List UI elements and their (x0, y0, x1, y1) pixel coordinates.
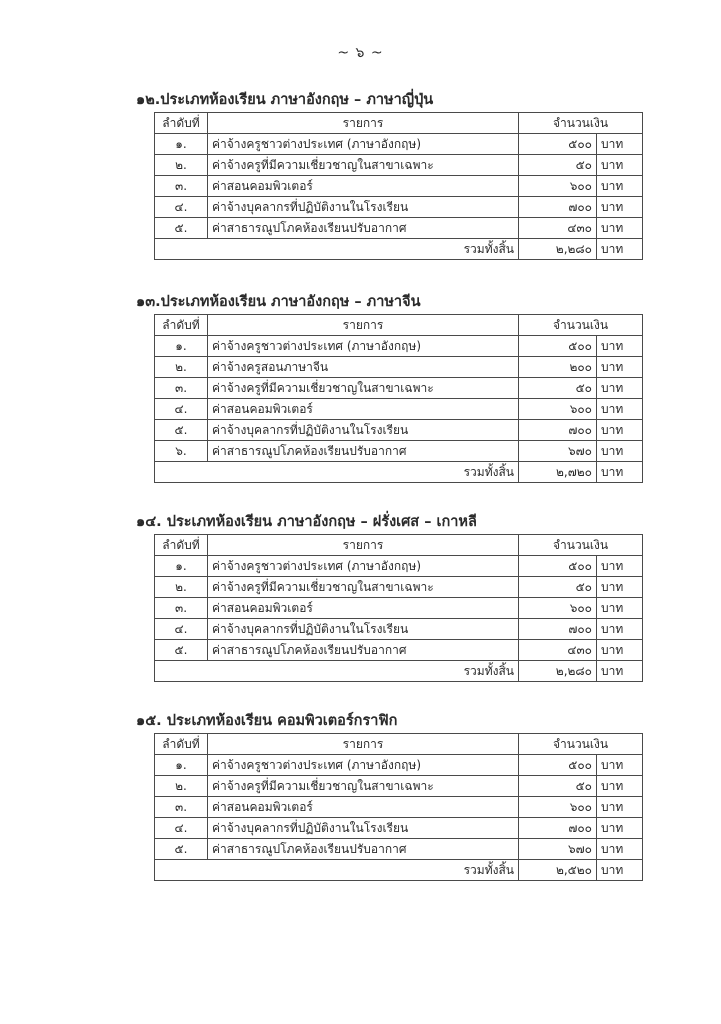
table-row (155, 218, 643, 239)
table-row (155, 357, 643, 378)
row-item: ค่าสาธารณูปโภคห้องเรียนปรับอากาศ (208, 640, 519, 661)
section-title: ๑๔. ประเภทห้องเรียน ภาษาอังกฤษ – ฝรั่งเศส – เกาหลี (136, 514, 477, 530)
row-unit: บาท (597, 598, 643, 619)
row-amount: ๔๓๐ (519, 218, 597, 239)
row-unit: บาท (597, 134, 643, 155)
row-number: ๑. (155, 134, 208, 155)
table-row (155, 399, 643, 420)
row-unit: บาท (597, 155, 643, 176)
row-item: ค่าสาธารณูปโภคห้องเรียนปรับอากาศ (208, 441, 519, 462)
table-row (155, 598, 643, 619)
total-label: รวมทั้งสิ้น (155, 462, 519, 483)
row-unit: บาท (597, 218, 643, 239)
row-number: ๒. (155, 776, 208, 797)
table-header-row (155, 113, 643, 134)
table-row (155, 755, 643, 776)
total-unit: บาท (597, 860, 643, 881)
row-amount: ๕๐ (519, 378, 597, 399)
header-no: ลำดับที่ (155, 535, 208, 556)
row-number: ๕. (155, 839, 208, 860)
total-unit: บาท (597, 239, 643, 260)
row-item: ค่าจ้างครูที่มีความเชี่ยวชาญในสาขาเฉพาะ (208, 378, 519, 399)
section-title: ๑๒.ประเภทห้องเรียน ภาษาอังกฤษ – ภาษาญี่ปุ่น (136, 92, 434, 108)
row-amount: ๖๐๐ (519, 176, 597, 197)
header-amount: จำนวนเงิน (519, 113, 643, 134)
header-item: รายการ (208, 315, 519, 336)
total-row (155, 860, 643, 881)
table-row (155, 420, 643, 441)
row-unit: บาท (597, 420, 643, 441)
table-row (155, 577, 643, 598)
section-title: ๑๕. ประเภทห้องเรียน คอมพิวเตอร์กราฟิก (136, 713, 398, 729)
row-item: ค่าสาธารณูปโภคห้องเรียนปรับอากาศ (208, 839, 519, 860)
table-row (155, 134, 643, 155)
row-amount: ๗๐๐ (519, 619, 597, 640)
row-number: ๖. (155, 441, 208, 462)
total-unit: บาท (597, 661, 643, 682)
budget-table (154, 314, 643, 483)
row-amount: ๕๐ (519, 776, 597, 797)
total-amount: ๒,๗๒๐ (519, 462, 597, 483)
row-item: ค่าจ้างบุคลากรที่ปฏิบัติงานในโรงเรียน (208, 420, 519, 441)
table-row (155, 155, 643, 176)
table-row (155, 441, 643, 462)
header-item: รายการ (208, 535, 519, 556)
row-unit: บาท (597, 197, 643, 218)
row-item: ค่าจ้างบุคลากรที่ปฏิบัติงานในโรงเรียน (208, 619, 519, 640)
row-unit: บาท (597, 399, 643, 420)
row-amount: ๗๐๐ (519, 197, 597, 218)
row-item: ค่าสอนคอมพิวเตอร์ (208, 176, 519, 197)
row-item: ค่าจ้างบุคลากรที่ปฏิบัติงานในโรงเรียน (208, 197, 519, 218)
row-amount: ๖๐๐ (519, 598, 597, 619)
row-amount: ๕๐ (519, 577, 597, 598)
row-unit: บาท (597, 577, 643, 598)
total-label: รวมทั้งสิ้น (155, 661, 519, 682)
table-row (155, 776, 643, 797)
page-number: ~ ๖ ~ (337, 45, 384, 61)
total-amount: ๒,๒๘๐ (519, 661, 597, 682)
row-item: ค่าจ้างครูสอนภาษาจีน (208, 357, 519, 378)
row-number: ๓. (155, 378, 208, 399)
row-amount: ๕๐ (519, 155, 597, 176)
row-unit: บาท (597, 378, 643, 399)
row-unit: บาท (597, 776, 643, 797)
table-header-row (155, 535, 643, 556)
row-unit: บาท (597, 336, 643, 357)
section-title: ๑๓.ประเภทห้องเรียน ภาษาอังกฤษ – ภาษาจีน (136, 294, 421, 310)
table-row (155, 378, 643, 399)
row-item: ค่าสาธารณูปโภคห้องเรียนปรับอากาศ (208, 218, 519, 239)
row-item: ค่าสอนคอมพิวเตอร์ (208, 399, 519, 420)
table-header-row (155, 315, 643, 336)
row-amount: ๕๐๐ (519, 556, 597, 577)
header-item: รายการ (208, 734, 519, 755)
table-row (155, 619, 643, 640)
table-row (155, 197, 643, 218)
row-amount: ๖๐๐ (519, 797, 597, 818)
row-amount: ๖๗๐ (519, 839, 597, 860)
row-item: ค่าจ้างครูที่มีความเชี่ยวชาญในสาขาเฉพาะ (208, 776, 519, 797)
table-row (155, 336, 643, 357)
row-number: ๔. (155, 818, 208, 839)
header-amount: จำนวนเงิน (519, 734, 643, 755)
table-header-row (155, 734, 643, 755)
row-number: ๓. (155, 598, 208, 619)
row-amount: ๕๐๐ (519, 755, 597, 776)
row-item: ค่าจ้างครูชาวต่างประเทศ (ภาษาอังกฤษ) (208, 134, 519, 155)
row-item: ค่าจ้างครูที่มีความเชี่ยวชาญในสาขาเฉพาะ (208, 577, 519, 598)
table-row (155, 556, 643, 577)
table-row (155, 640, 643, 661)
row-number: ๔. (155, 197, 208, 218)
row-number: ๒. (155, 577, 208, 598)
row-unit: บาท (597, 357, 643, 378)
total-label: รวมทั้งสิ้น (155, 860, 519, 881)
total-amount: ๒,๕๒๐ (519, 860, 597, 881)
row-amount: ๕๐๐ (519, 336, 597, 357)
row-amount: ๖๐๐ (519, 399, 597, 420)
row-item: ค่าจ้างครูชาวต่างประเทศ (ภาษาอังกฤษ) (208, 336, 519, 357)
row-item: ค่าสอนคอมพิวเตอร์ (208, 598, 519, 619)
row-number: ๑. (155, 755, 208, 776)
total-label: รวมทั้งสิ้น (155, 239, 519, 260)
row-item: ค่าจ้างครูที่มีความเชี่ยวชาญในสาขาเฉพาะ (208, 155, 519, 176)
total-row (155, 661, 643, 682)
row-number: ๔. (155, 399, 208, 420)
row-item: ค่าจ้างครูชาวต่างประเทศ (ภาษาอังกฤษ) (208, 755, 519, 776)
header-item: รายการ (208, 113, 519, 134)
table-row (155, 839, 643, 860)
total-amount: ๒,๒๘๐ (519, 239, 597, 260)
table-row (155, 176, 643, 197)
table-row (155, 818, 643, 839)
row-unit: บาท (597, 755, 643, 776)
row-amount: ๗๐๐ (519, 420, 597, 441)
budget-table (154, 733, 643, 881)
budget-table (154, 534, 643, 682)
row-number: ๕. (155, 640, 208, 661)
row-number: ๓. (155, 176, 208, 197)
row-item: ค่าจ้างบุคลากรที่ปฏิบัติงานในโรงเรียน (208, 818, 519, 839)
row-amount: ๒๐๐ (519, 357, 597, 378)
total-row (155, 239, 643, 260)
row-unit: บาท (597, 441, 643, 462)
row-unit: บาท (597, 619, 643, 640)
row-number: ๔. (155, 619, 208, 640)
row-number: ๕. (155, 420, 208, 441)
row-unit: บาท (597, 797, 643, 818)
row-number: ๓. (155, 797, 208, 818)
row-amount: ๕๐๐ (519, 134, 597, 155)
row-number: ๒. (155, 357, 208, 378)
row-number: ๕. (155, 218, 208, 239)
header-amount: จำนวนเงิน (519, 315, 643, 336)
header-no: ลำดับที่ (155, 113, 208, 134)
row-item: ค่าสอนคอมพิวเตอร์ (208, 797, 519, 818)
budget-table (154, 112, 643, 260)
row-amount: ๗๐๐ (519, 818, 597, 839)
row-unit: บาท (597, 176, 643, 197)
row-unit: บาท (597, 556, 643, 577)
total-row (155, 462, 643, 483)
row-amount: ๖๗๐ (519, 441, 597, 462)
row-unit: บาท (597, 818, 643, 839)
row-number: ๑. (155, 556, 208, 577)
header-no: ลำดับที่ (155, 734, 208, 755)
table-row (155, 797, 643, 818)
header-no: ลำดับที่ (155, 315, 208, 336)
row-unit: บาท (597, 640, 643, 661)
row-amount: ๔๓๐ (519, 640, 597, 661)
total-unit: บาท (597, 462, 643, 483)
row-number: ๒. (155, 155, 208, 176)
row-item: ค่าจ้างครูชาวต่างประเทศ (ภาษาอังกฤษ) (208, 556, 519, 577)
header-amount: จำนวนเงิน (519, 535, 643, 556)
row-unit: บาท (597, 839, 643, 860)
row-number: ๑. (155, 336, 208, 357)
